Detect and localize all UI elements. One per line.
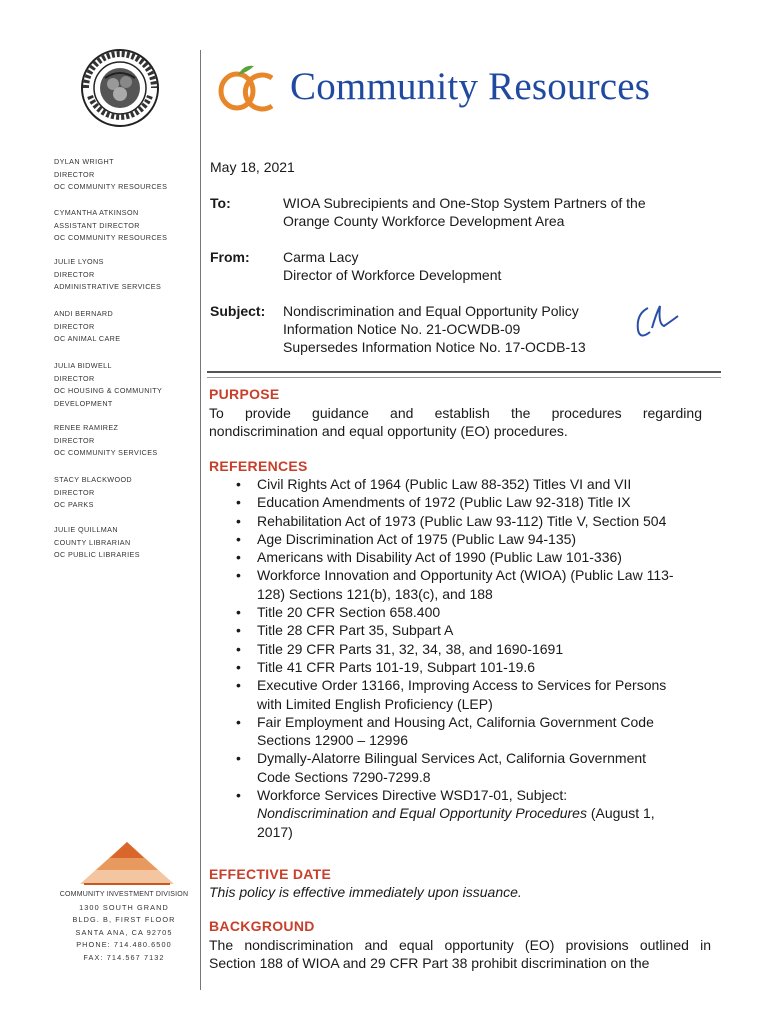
reference-item	[236, 548, 716, 566]
reference-text: Civil Rights Act of 1964 (Public Law 88-352) Titles VI and VII	[257, 476, 632, 492]
reference-item	[236, 603, 716, 621]
staff-dept: OC ANIMAL CARE	[54, 334, 121, 343]
reference-text: Fair Employment and Housing Act, California Government Code	[257, 713, 654, 730]
reference-text: Title 20 CFR Section 658.400	[257, 604, 441, 621]
staff-parks	[54, 474, 132, 512]
sender-title: Director of Workforce Development	[283, 267, 502, 283]
staff-name: CYMANTHA ATKINSON	[54, 208, 139, 217]
to-line: Orange County Workforce Development Area	[283, 213, 565, 229]
reference-text: Rehabilitation Act of 1973 (Public Law 93-112) Title V, Section 504	[257, 512, 667, 529]
subject-line: Information Notice No. 21-OCWDB-09	[283, 321, 521, 337]
staff-dept: OC COMMUNITY RESOURCES	[54, 233, 168, 242]
from-sender	[283, 248, 501, 284]
reference-text: Title 28 CFR Part 35, Subpart A	[257, 622, 454, 639]
references-list	[236, 475, 716, 841]
reference-italic-title: Nondiscrimination and Equal Opportunity Procedures	[257, 805, 587, 822]
reference-item	[236, 512, 716, 530]
to-label: To:	[210, 195, 231, 211]
reference-text: Dymally-Alatorre Bilingual Services Act, California Government	[257, 750, 647, 767]
sender-name: Carma Lacy	[283, 249, 359, 265]
reference-item	[236, 658, 716, 676]
address-line: SANTA ANA, CA 92705	[75, 927, 173, 937]
purpose-text: To provide guidance and establish the procedures regarding	[209, 405, 702, 421]
reference-item	[236, 640, 716, 658]
effective-date-heading: EFFECTIVE DATE	[209, 866, 332, 882]
from-label: From:	[210, 249, 250, 265]
reference-text: Americans with Disability Act of 1990 (Public Law 101-336)	[257, 549, 622, 566]
staff-title: DIRECTOR	[54, 169, 95, 179]
subject-label: Subject:	[210, 303, 266, 319]
staff-director	[54, 156, 167, 194]
staff-title: ASSISTANT DIRECTOR	[54, 220, 140, 230]
reference-text-cont: 128) Sections 121(b), 183(c), and 188	[257, 585, 493, 602]
reference-text-cont: 2017)	[257, 823, 293, 840]
purpose-text: nondiscrimination and equal opportunity (EO) procedures.	[209, 423, 568, 439]
staff-housing	[54, 360, 162, 410]
staff-dept: OC HOUSING & COMMUNITY	[54, 386, 163, 395]
division-name: COMMUNITY INVESTMENT DIVISION	[59, 891, 189, 898]
division-address	[56, 889, 192, 964]
header-rule	[207, 371, 721, 378]
staff-dept: OC PARKS	[54, 500, 94, 509]
to-line: WIOA Subrecipients and One-Stop System Partners of the	[283, 195, 646, 211]
reference-item	[236, 676, 716, 713]
subject-line: Nondiscrimination and Equal Opportunity Policy	[283, 303, 579, 319]
staff-name: JULIA BIDWELL	[54, 361, 112, 370]
fax: FAX: 714.567 7132	[83, 952, 165, 962]
reference-text: • Workforce Services Directive WSD17-01, Subject:	[257, 787, 568, 804]
division-logo	[78, 840, 176, 886]
phone: PHONE: 714.480.6500	[76, 940, 172, 949]
staff-name: DYLAN WRIGHT	[54, 157, 114, 166]
reference-item	[236, 621, 716, 639]
purpose-heading: PURPOSE	[209, 386, 280, 402]
reference-text: Executive Order 13166, Improving Access to Services for Persons	[257, 677, 667, 694]
signature-initials	[632, 300, 682, 342]
staff-name: STACY BLACKWOOD	[54, 475, 133, 484]
reference-text: Title 41 CFR Parts 101-19, Subpart 101-19.6	[257, 658, 536, 675]
staff-dept: ADMINISTRATIVE SERVICES	[54, 282, 162, 291]
staff-title: DIRECTOR	[54, 435, 95, 445]
staff-name: JULIE QUILLMAN	[54, 525, 118, 534]
address-line: 1300 SOUTH GRAND	[79, 902, 169, 912]
background-heading: BACKGROUND	[209, 918, 315, 934]
oc-orange-icon	[218, 62, 298, 112]
background-text: Section 188 of WIOA and 29 CFR Part 38 prohibit discrimination on the	[209, 955, 650, 971]
reference-item	[236, 749, 716, 786]
staff-title: DIRECTOR	[54, 373, 95, 383]
staff-name: ANDI BERNARD	[54, 309, 114, 318]
reference-text-cont: (August 1,	[586, 805, 655, 822]
county-seal	[80, 48, 160, 128]
brand-name: Community Resources	[290, 65, 651, 108]
subject-text	[283, 302, 586, 356]
vertical-divider	[200, 50, 201, 990]
staff-libraries	[54, 524, 140, 562]
staff-assistant-director	[54, 207, 167, 245]
staff-title: DIRECTOR	[54, 321, 95, 331]
memo-date: May 18, 2021	[210, 159, 295, 175]
reference-item	[236, 786, 716, 841]
reference-text: Education Amendments of 1972 (Public Law 92-318) Title IX	[257, 494, 631, 511]
oc-community-resources-logo	[218, 58, 728, 118]
address-line: BLDG. B, FIRST FLOOR	[72, 915, 176, 924]
staff-title: DIRECTOR	[54, 269, 95, 279]
staff-dept: OC COMMUNITY SERVICES	[54, 448, 158, 457]
reference-text-cont: Sections 12900 – 12996	[257, 732, 409, 749]
staff-community-services	[54, 422, 158, 460]
reference-text: Title 29 CFR Parts 31, 32, 34, 38, and 1690-1691	[257, 640, 564, 657]
references-heading: REFERENCES	[209, 458, 308, 474]
to-recipients	[283, 194, 646, 230]
staff-admin-services	[54, 256, 161, 294]
staff-name: JULIE LYONS	[54, 257, 104, 266]
reference-text: Workforce Innovation and Opportunity Act (WIOA) (Public Law 113-	[257, 567, 674, 584]
staff-title: DIRECTOR	[54, 487, 95, 497]
reference-item	[236, 713, 716, 750]
subject-line: Supersedes Information Notice No. 17-OCDB-13	[283, 339, 586, 355]
staff-dept-cont: DEVELOPMENT	[54, 398, 113, 408]
reference-item	[236, 493, 716, 511]
staff-name: RENEE RAMIREZ	[54, 423, 119, 432]
county-seal-graphic	[80, 48, 160, 128]
reference-item	[236, 566, 716, 603]
reference-item	[236, 475, 716, 493]
reference-text-cont: Code Sections 7290-7299.8	[257, 768, 431, 785]
reference-text: Age Discrimination Act of 1975 (Public Law 94-135)	[257, 530, 577, 547]
staff-animal-care	[54, 308, 120, 346]
roof-icon	[78, 840, 176, 886]
background-text: The nondiscrimination and equal opportunity (EO) provisions outlined in	[209, 937, 711, 953]
staff-dept: OC COMMUNITY RESOURCES	[54, 182, 168, 191]
staff-title: COUNTY LIBRARIAN	[54, 537, 131, 547]
reference-item	[236, 530, 716, 548]
effective-date-text: This policy is effective immediately upon issuance.	[209, 884, 522, 900]
staff-dept: OC PUBLIC LIBRARIES	[54, 550, 140, 559]
reference-text-cont: with Limited English Proficiency (LEP)	[257, 695, 493, 712]
